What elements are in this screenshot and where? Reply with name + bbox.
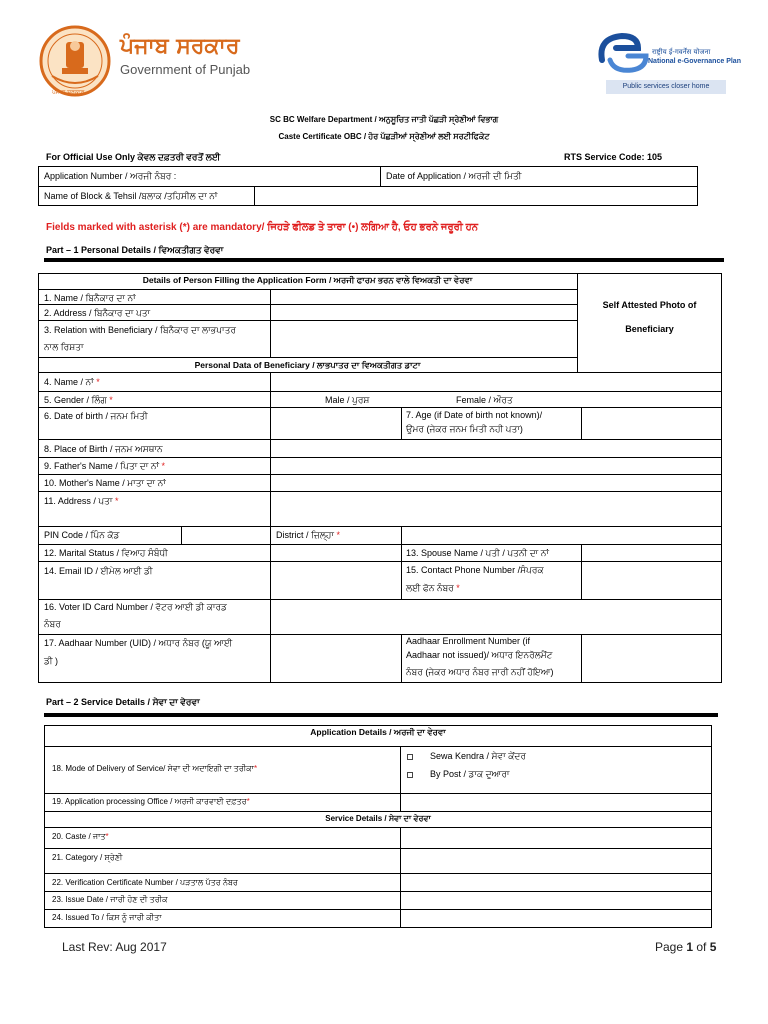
official-use-label: For Official Use Only ਕੇਵਲ ਦਫ਼ਤਰੀ ਵਰਤੋਂ ਲਈ xyxy=(46,152,221,162)
block-tehsil-label: Name of Block & Tehsil /ਬਲਾਕ /ਤਹਿਸੀਲ ਦਾ ਨਾਂ xyxy=(44,191,218,201)
last-revision: Last Rev: Aug 2017 xyxy=(62,940,167,954)
field-12-marital-label: 12. Marital Status / ਵਿਆਹ ਸੰਬੰਧੀ xyxy=(44,548,168,558)
field-22-verification-label: 22. Verification Certificate Number / ਪੜਤਾਲ ਪੱਤਰ ਨੰਬਰ xyxy=(52,878,238,887)
government-name: Government of Punjab xyxy=(120,62,251,77)
field-1-name-label: 1. Name / ਬਿਨੈਕਾਰ ਦਾ ਨਾਂ xyxy=(44,293,136,303)
pin-code-label: PIN Code / ਪਿੰਨ ਕੋਡ xyxy=(44,530,120,540)
application-date-label: Date of Application / ਅਰਜੀ ਦੀ ਮਿਤੀ xyxy=(386,171,522,181)
department-title: SC BC Welfare Department / ਅਨੁਸੂਚਿਤ ਜਾਤੀ ਪੱਛੜੀ ਸ੍ਰੇਣੀਆਂ ਵਿਭਾਗ xyxy=(269,115,499,124)
beneficiary-name-input[interactable] xyxy=(271,373,721,391)
punjab-title: ਪੰਜਾਬ ਸਰਕਾਰ xyxy=(120,34,240,59)
photo-box[interactable] xyxy=(578,274,721,372)
field-11-address-label: 11. Address / ਪਤਾ * xyxy=(44,496,119,506)
field-17-aadhaar-label-2: ਡੀ ) xyxy=(44,656,59,666)
field-5-gender-label: 5. Gender / ਲਿੰਗ * xyxy=(44,395,113,405)
negp-logo-icon xyxy=(594,30,650,76)
field-6-dob-label: 6. Date of birth / ਜਨਮ ਮਿਤੀ xyxy=(44,411,148,421)
by-post-checkbox[interactable] xyxy=(407,772,413,778)
aadhaar-enrollment-label-2: Aadhaar not issued)/ ਅਧਾਰ ਇਨਰੋਲਮੈਂਟ xyxy=(406,650,553,660)
punjab-emblem-icon xyxy=(38,24,112,98)
application-details-header: Application Details / ਅਰਜੀ ਦਾ ਵੇਰਵਾ xyxy=(310,727,446,737)
sewa-kendra-option[interactable]: Sewa Kendra / ਸੇਵਾ ਕੇਂਦਰ xyxy=(430,751,526,761)
filler-section-header: Details of Person Filling the Application Form / ਅਰਜੀ ਫਾਰਮ ਭਰਨ ਵਾਲੇ ਵਿਅਕਤੀ ਦਾ ਵੇਰਵਾ xyxy=(142,275,473,285)
field-10-mother-label: 10. Mother's Name / ਮਾਤਾ ਦਾ ਨਾਂ xyxy=(44,478,166,488)
sewa-kendra-checkbox[interactable] xyxy=(407,754,413,760)
page-number: Page 1 of 5 xyxy=(655,940,717,954)
aadhaar-enrollment-label: Aadhaar Enrollment Number (if xyxy=(406,636,531,646)
field-24-issued-to-label: 24. Issued To / ਕਿਸ ਨੂੰ ਜਾਰੀ ਕੀਤਾ xyxy=(52,913,162,922)
part1-rule xyxy=(44,258,724,262)
field-16-voter-label-2: ਨੰਬਰ xyxy=(44,619,61,629)
field-14-email-label: 14. Email ID / ਈਮੇਲ ਆਈ ਡੀ xyxy=(44,566,153,576)
address-input[interactable] xyxy=(271,305,576,320)
field-9-father-label: 9. Father's Name / ਪਿਤਾ ਦਾ ਨਾਂ * xyxy=(44,461,166,471)
field-3-relation-label: 3. Relation with Beneficiary / ਬਿਨੈਕਾਰ ਦਾ ਲਾਭਪਾਤਰ xyxy=(44,325,236,335)
name-input[interactable] xyxy=(271,290,576,304)
negp-hindi: राष्ट्रीय ई-गवर्नेंस योजना xyxy=(652,48,711,56)
field-3-relation-label-2: ਨਾਲ ਰਿਸ਼ਤਾ xyxy=(44,342,84,352)
field-21-category-label: 21. Category / ਸ਼੍ਰੇਣੀ xyxy=(52,853,123,862)
field-15-phone-label: 15. Contact Phone Number /ਸੰਪਰਕ xyxy=(406,565,544,575)
field-19-office-label: 19. Application processing Office / ਅਰਜੀ ਕਾਰਵਾਈ ਦਫ਼ਤਰ* xyxy=(52,797,250,806)
personal-section-header: Personal Data of Beneficiary / ਲਾਭਪਾਤਰ ਦਾ ਵਿਅਕਤੀਗਤ ਡਾਟਾ xyxy=(194,360,421,370)
service-details-header: Service Details / ਸੇਵਾ ਦਾ ਵੇਰਵਾ xyxy=(325,814,431,823)
field-23-issue-date-label: 23. Issue Date / ਜਾਰੀ ਹੋਣ ਦੀ ਤਰੀਕ xyxy=(52,895,168,904)
field-17-aadhaar-label: 17. Aadhaar Number (UID) / ਅਧਾਰ ਨੰਬਰ (ਯੂ ਆਈ xyxy=(44,638,233,648)
negp-english: National e-Governance Plan xyxy=(648,58,741,65)
mandatory-note: Fields marked with asterisk (*) are mandatory/ ਜਿਹੜੇ ਫੀਲਡ ਤੇ ਤਾਰਾ (•) ਲਗਿਆ ਹੈ, ਓਹ ਭਰਨੇ ਜਰੂਰੀ ਹਨ xyxy=(46,222,479,233)
rts-service-code: RTS Service Code: 105 xyxy=(564,152,663,162)
application-number-label: Application Number / ਅਰਜੀ ਨੰਬਰ : xyxy=(44,171,177,181)
emblem-caption: ਪੰਜਾਬ ਸਰਕਾਰ xyxy=(52,89,85,96)
field-16-voter-label: 16. Voter ID Card Number / ਵੋਟਰ ਆਈ ਡੀ ਕਾਰਡ xyxy=(44,602,227,612)
field-18-delivery-label: 18. Mode of Delivery of Service/ ਸੇਵਾ ਦੀ ਅਦਾਇਗੀ ਦਾ ਤਰੀਕਾ* xyxy=(52,764,258,773)
district-label: District / ਜ਼ਿਲ੍ਹਾ * xyxy=(276,530,340,540)
part2-rule xyxy=(44,713,718,717)
field-13-spouse-label: 13. Spouse Name / ਪਤੀ / ਪਤਨੀ ਦਾ ਨਾਂ xyxy=(406,548,549,558)
field-7-age-label-2: ਉਮਰ (ਜੇਕਰ ਜਨਮ ਮਿਤੀ ਨਹੀ ਪਤਾ) xyxy=(406,424,523,434)
part1-title: Part – 1 Personal Details / ਵਿਅਕਤੀਗਤ ਵੇਰਵਾ xyxy=(46,245,224,255)
photo-label-line2: Beneficiary xyxy=(625,324,674,334)
field-20-caste-label: 20. Caste / ਜਾਤ* xyxy=(52,832,109,841)
field-7-age-label: 7. Age (if Date of birth not known)/ xyxy=(406,410,543,420)
gender-male-option[interactable]: Male / ਪੁਰਸ਼ xyxy=(325,395,370,405)
field-4-name-label: 4. Name / ਨਾਂ * xyxy=(44,377,100,387)
dob-input[interactable] xyxy=(271,408,401,439)
negp-tagline: Public services closer home xyxy=(606,80,726,94)
aadhaar-enrollment-label-3: ਨੰਬਰ (ਜੇਕਰ ਅਧਾਰ ਨੰਬਰ ਜਾਰੀ ਨਹੀਂ ਹੋਇਆ) xyxy=(406,667,554,677)
relation-input[interactable] xyxy=(271,321,576,357)
age-input[interactable] xyxy=(582,408,721,439)
by-post-option[interactable]: By Post / ਡਾਕ ਦੁਆਰਾ xyxy=(430,769,510,779)
field-15-phone-label-2: ਲਈ ਫੋਨ ਨੰਬਰ * xyxy=(406,583,460,593)
photo-label-line1: Self Attested Photo of xyxy=(602,300,697,310)
field-8-birthplace-label: 8. Place of Birth / ਜਨਮ ਅਸਥਾਨ xyxy=(44,444,163,454)
part2-title: Part – 2 Service Details / ਸੇਵਾ ਦਾ ਵੇਰਵਾ xyxy=(46,697,200,707)
field-2-address-label: 2. Address / ਬਿਨੈਕਾਰ ਦਾ ਪਤਾ xyxy=(44,308,151,318)
certificate-title: Caste Certificate OBC / ਹੋਰ ਪੱਛੜੀਆਂ ਸ੍ਰੇਣੀਆਂ ਲਈ ਸਰਟੀਫਿਕੇਟ xyxy=(278,132,490,141)
gender-female-option[interactable]: Female / ਔਰਤ xyxy=(456,395,513,405)
